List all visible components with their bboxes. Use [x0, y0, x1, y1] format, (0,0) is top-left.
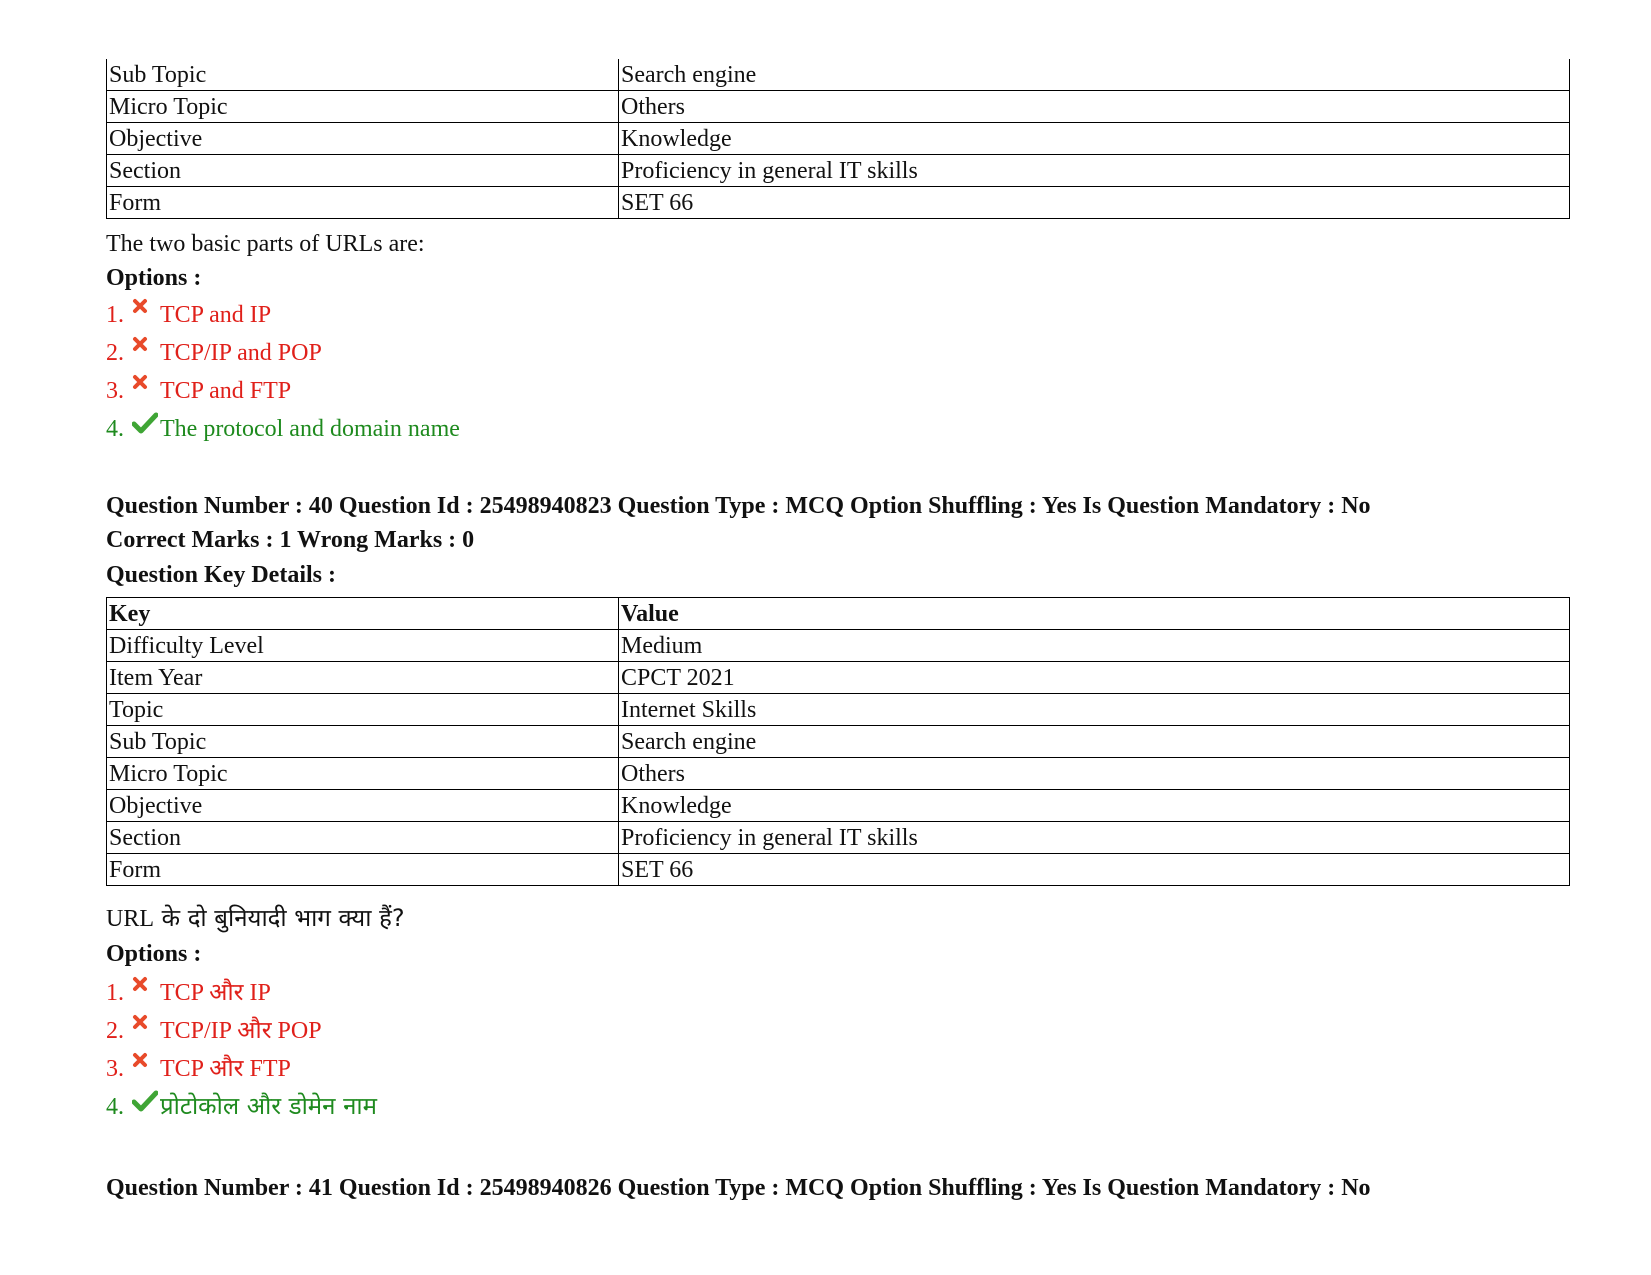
value-cell: CPCT 2021 [619, 662, 1570, 694]
option-text [160, 1015, 322, 1046]
cross-icon [132, 978, 160, 1008]
cross-icon [132, 338, 160, 368]
header-key: Key [107, 598, 619, 630]
option-number: 2. [106, 340, 124, 366]
option-text [160, 1053, 291, 1084]
table-row [107, 822, 1570, 854]
option-text-part: TCP/IP [160, 1018, 238, 1044]
option-text: TCP and FTP [160, 378, 292, 404]
question-text: The two basic parts of URLs are: [106, 231, 425, 257]
value-cell: Internet Skills [619, 694, 1570, 726]
option-number: 1. [106, 302, 124, 328]
cross-icon [132, 376, 160, 406]
cross-icon [132, 1054, 160, 1084]
option-item [106, 1053, 291, 1084]
option-item [106, 300, 271, 330]
key-cell: Objective [107, 790, 619, 822]
key-cell: Sub Topic [107, 726, 619, 758]
key-cell: Micro Topic [107, 758, 619, 790]
table-row [107, 854, 1570, 886]
options-label: Options : [106, 941, 202, 967]
key-cell: Topic [107, 694, 619, 726]
value-cell: SET 66 [619, 187, 1570, 219]
key-cell: Objective [107, 123, 619, 155]
key-cell: Form [107, 854, 619, 886]
key-cell: Item Year [107, 662, 619, 694]
option-item [106, 1015, 322, 1046]
table-row [107, 630, 1570, 662]
header-value: Value [619, 598, 1570, 630]
option-text: The protocol and domain name [160, 416, 460, 442]
question-key-table-40 [106, 597, 1570, 886]
option-item [106, 338, 322, 368]
option-text-part: FTP [243, 1056, 291, 1082]
key-cell: Difficulty Level [107, 630, 619, 662]
option-number: 3. [106, 378, 124, 404]
option-item [106, 977, 271, 1008]
table-row [107, 187, 1570, 219]
value-cell: SET 66 [619, 854, 1570, 886]
table-row [107, 662, 1570, 694]
option-text [160, 1091, 377, 1122]
table-row [107, 726, 1570, 758]
question-prefix: URL [106, 906, 154, 932]
option-item [106, 376, 291, 406]
option-number: 1. [106, 979, 124, 1006]
option-text: TCP/IP and POP [160, 340, 322, 366]
option-item [106, 1091, 377, 1122]
question-text-hindi [106, 903, 405, 934]
option-text: TCP and IP [160, 302, 272, 328]
check-icon [132, 1092, 160, 1122]
option-text-hindi: और [237, 1016, 272, 1044]
table-row [107, 758, 1570, 790]
option-item [106, 414, 460, 444]
value-cell: Others [619, 91, 1570, 123]
option-number: 3. [106, 1055, 124, 1082]
table-row [107, 91, 1570, 123]
key-cell: Sub Topic [107, 59, 619, 91]
table-row [107, 694, 1570, 726]
value-cell: Proficiency in general IT skills [619, 822, 1570, 854]
value-cell: Knowledge [619, 123, 1570, 155]
table-header-row [107, 598, 1570, 630]
question-hindi: के दो बुनियादी भाग क्या हैं? [154, 904, 405, 932]
cross-icon [132, 300, 160, 330]
value-cell: Proficiency in general IT skills [619, 155, 1570, 187]
key-cell: Section [107, 155, 619, 187]
options-label: Options : [106, 265, 202, 291]
check-icon [132, 414, 160, 444]
marks-line: Correct Marks : 1 Wrong Marks : 0 [106, 527, 475, 553]
key-cell: Micro Topic [107, 91, 619, 123]
value-cell: Search engine [619, 726, 1570, 758]
value-cell: Others [619, 758, 1570, 790]
key-cell: Form [107, 187, 619, 219]
question-key-table-39 [106, 59, 1570, 219]
question-header: Question Number : 41 Question Id : 25498940826 Question Type : MCQ Option Shuffling : Yes Is Question Mandatory : No [106, 1175, 1371, 1201]
key-details-label: Question Key Details : [106, 562, 336, 588]
option-text-part: IP [243, 980, 271, 1006]
value-cell: Medium [619, 630, 1570, 662]
option-number: 4. [106, 1093, 124, 1120]
option-text [160, 977, 271, 1008]
option-text-hindi: और [209, 1054, 244, 1082]
value-cell: Search engine [619, 59, 1570, 91]
option-number: 2. [106, 1017, 124, 1044]
table-row [107, 123, 1570, 155]
table-row [107, 59, 1570, 91]
option-text-part: POP [271, 1018, 322, 1044]
key-cell: Section [107, 822, 619, 854]
option-text-part: TCP [160, 1056, 210, 1082]
question-header: Question Number : 40 Question Id : 25498940823 Question Type : MCQ Option Shuffling : Yes Is Question Mandatory : No [106, 493, 1371, 519]
table-row [107, 155, 1570, 187]
option-number: 4. [106, 416, 124, 442]
option-text-hindi: प्रोटोकोल और डोमेन नाम [160, 1092, 377, 1120]
value-cell: Knowledge [619, 790, 1570, 822]
option-text-hindi: और [209, 978, 244, 1006]
option-text-part: TCP [160, 980, 210, 1006]
cross-icon [132, 1016, 160, 1046]
table-row [107, 790, 1570, 822]
